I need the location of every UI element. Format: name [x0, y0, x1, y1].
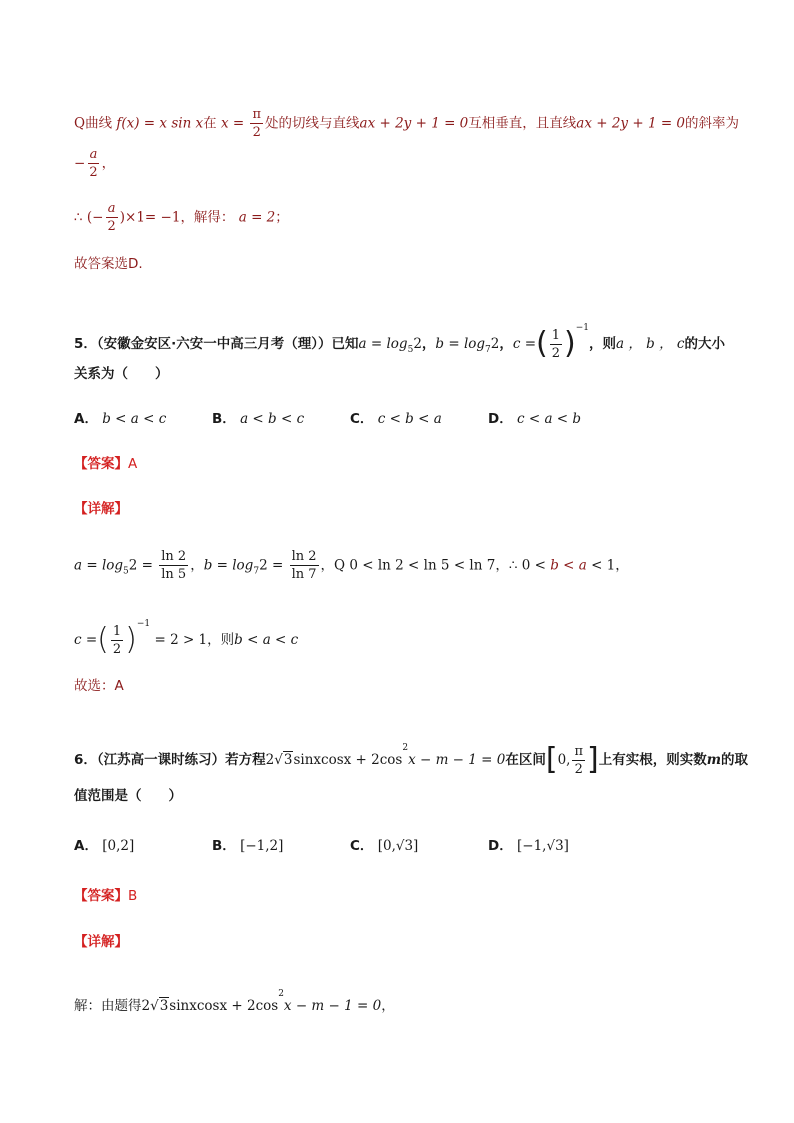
- one-half-fraction-2: $\frac{1}{2}$: [112, 623, 122, 657]
- q6-option-b[interactable]: B． [−1,2]: [212, 838, 284, 854]
- q5-conclusion: 故选：A: [74, 678, 124, 694]
- q5-option-a[interactable]: A． b < a < c: [74, 411, 167, 427]
- q6-options: [74, 836, 754, 856]
- q6-option-a[interactable]: A． [0,2]: [74, 838, 135, 854]
- q6-solution-line-1: 解：由题得2√3sinxcosx + $2\cos^2x - m - 1 = 0$，: [74, 989, 395, 1014]
- q5-stem-line-1: 5．（安徽金安区·六安一中高三月考（理））已知$a = \log_52$，$b = \log_72$，c =( $\frac{1}{2}$ )$^{-1}$，则a ， b ， c的大小: [74, 323, 725, 361]
- q5-option-b[interactable]: B． a < b < c: [212, 411, 305, 427]
- q5-option-d[interactable]: D． c < a < b: [488, 411, 582, 427]
- intro-conclusion: 故答案选D.: [74, 256, 143, 272]
- one-half-fraction: $\frac{1}{2}$: [551, 327, 561, 361]
- q6-stem-line-2: 值范围是（ ）: [74, 788, 182, 804]
- q6-stem-line-1: 6．（江苏高一课时练习）若方程2√3sinxcosx + $2\cos^2x - m - 1 = 0$在区间[0, $\frac{\pi}{2}$ ]上有实根，则实数m的取: [74, 742, 749, 777]
- q5-detail-line-2: c =( $\frac{1}{2}$ )$^{-1}$ = 2 > 1，则b < a < c: [74, 619, 299, 657]
- q6-detail-tag: 【详解】: [74, 934, 128, 950]
- q5-option-c[interactable]: C． c < b < a: [350, 411, 442, 427]
- a-over-2-fraction: $\frac{a}{2}$: [89, 147, 98, 180]
- ln2-over-ln7: $\frac{\ln 2}{\ln 7}$: [291, 549, 317, 582]
- q5-detail-line-1: $a = \log_52$ = $\frac{\ln 2}{\ln 5}$ ，$b = \log_72$ = $\frac{\ln 2}{\ln 7}$ ，Q 0 < ln 2 < ln 5 < ln 7，∴ 0 < b < a < 1，: [74, 549, 629, 582]
- q6-option-d[interactable]: D． [−1,√3]: [488, 838, 569, 854]
- intro-line-2: − $\frac{a}{2}$ ，: [74, 147, 116, 180]
- q5-detail-tag: 【详解】: [74, 501, 128, 517]
- q6-option-c[interactable]: C． [0,√3]: [350, 838, 419, 854]
- q6-answer: 【答案】B: [74, 888, 138, 904]
- a-over-2-fraction-2: $\frac{a}{2}$: [107, 201, 116, 234]
- ln2-over-ln5: $\frac{\ln 2}{\ln 5}$: [161, 549, 187, 582]
- q5-stem-line-2: 关系为（ ）: [74, 366, 169, 382]
- pi-over-2-fraction: $\frac{\pi}{2}$: [252, 107, 262, 140]
- pi-over-2-fraction-q6: $\frac{\pi}{2}$: [574, 743, 584, 777]
- q5-options: [74, 409, 754, 429]
- intro-line-1: Q曲线 f(x) = x sin x在 x = $\frac{\pi}{2}$ 处的切线与直线ax + 2y + 1 = 0互相垂直，且直线ax + 2y + 1 = 0的斜率为: [74, 107, 740, 140]
- intro-line-3: ∴ (− $\frac{a}{2}$ )×1= −1，解得： a = 2；: [74, 201, 289, 234]
- q5-answer: 【答案】A: [74, 456, 138, 472]
